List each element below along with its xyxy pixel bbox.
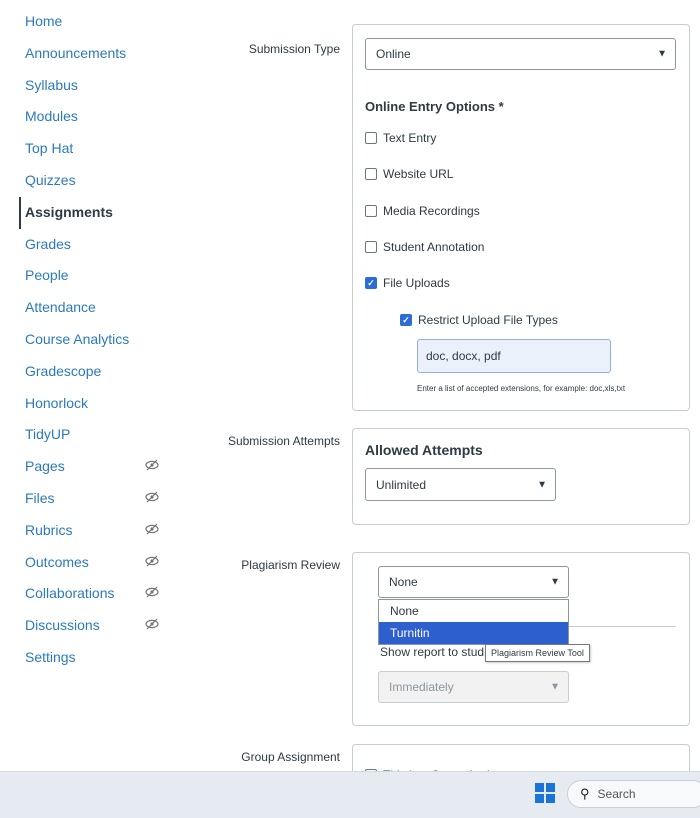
search-icon: ⚲ (580, 786, 590, 801)
windows-start-icon[interactable] (535, 783, 555, 803)
plagiarism-review-label: Plagiarism Review (241, 558, 340, 572)
plagiarism-review-select[interactable] (378, 566, 569, 598)
checkbox-icon: ✓ (365, 277, 377, 289)
sidebar-item-rubrics[interactable]: Rubrics (25, 522, 73, 538)
sidebar-item-files[interactable]: Files (25, 490, 55, 506)
sidebar-item-syllabus[interactable]: Syllabus (25, 77, 78, 93)
entry-option-student-annotation[interactable] (365, 240, 484, 254)
sidebar-item-modules[interactable]: Modules (25, 108, 78, 124)
checkbox-icon (365, 241, 377, 253)
plagiarism-option-none[interactable]: None (390, 604, 419, 618)
entry-option-label: File Uploads (383, 276, 450, 290)
chevron-down-icon: ▼ (657, 48, 667, 60)
submission-type-label: Submission Type (248, 42, 340, 56)
taskbar-search-placeholder: Search (597, 787, 636, 801)
chevron-down-icon: ▼ (537, 479, 547, 490)
divider (569, 626, 676, 627)
sidebar-item-gradescope[interactable]: Gradescope (25, 363, 102, 379)
plagiarism-tooltip: Plagiarism Review Tool (485, 644, 590, 662)
submission-type-value: Online (376, 47, 411, 61)
entry-option-text-entry[interactable] (365, 131, 436, 145)
checkbox-icon (365, 132, 377, 144)
eye-slash-icon (145, 459, 159, 474)
chevron-down-icon: ▼ (550, 681, 560, 693)
taskbar-search[interactable] (567, 780, 700, 808)
restrict-upload-checkbox[interactable] (400, 313, 558, 327)
sidebar-item-grades[interactable]: Grades (25, 236, 71, 252)
show-report-value: Immediately (389, 680, 454, 694)
plagiarism-dropdown-list (378, 599, 569, 645)
submission-type-select[interactable] (365, 38, 676, 70)
checkbox-icon (365, 205, 377, 217)
sidebar-item-attendance[interactable]: Attendance (25, 299, 96, 315)
eye-slash-icon (145, 555, 159, 570)
group-assignment-label: Group Assignment (241, 750, 340, 764)
checkbox-icon: ✓ (400, 314, 412, 326)
eye-slash-icon (145, 586, 159, 601)
sidebar-item-settings[interactable]: Settings (25, 649, 76, 665)
sidebar-item-tidyup[interactable]: TidyUP (25, 426, 71, 442)
chevron-down-icon: ▼ (550, 576, 560, 588)
eye-slash-icon (145, 491, 159, 506)
sidebar-item-outcomes[interactable]: Outcomes (25, 554, 89, 570)
sidebar-item-honorlock[interactable]: Honorlock (25, 395, 89, 411)
sidebar-item-assignments[interactable]: Assignments (25, 204, 113, 220)
restrict-upload-label: Restrict Upload File Types (418, 313, 558, 327)
sidebar-item-home[interactable]: Home (25, 13, 63, 29)
sidebar-item-course-analytics[interactable]: Course Analytics (25, 331, 130, 347)
show-report-select[interactable] (378, 671, 569, 703)
entry-option-label: Website URL (383, 167, 454, 181)
sidebar-item-people[interactable]: People (25, 267, 69, 283)
entry-option-file-uploads[interactable] (365, 276, 450, 290)
entry-option-label: Text Entry (383, 131, 437, 145)
eye-slash-icon (145, 618, 159, 633)
allowed-attempts-select[interactable] (365, 468, 556, 501)
sidebar-item-discussions[interactable]: Discussions (25, 617, 100, 633)
show-report-label (380, 645, 484, 659)
sidebar-item-top-hat[interactable]: Top Hat (25, 140, 74, 156)
plagiarism-review-value: None (389, 575, 418, 589)
show-report-text: Show report to stud (380, 645, 485, 659)
sidebar-item-collaborations[interactable]: Collaborations (25, 585, 115, 601)
online-entry-heading: Online Entry Options * (365, 99, 504, 114)
allowed-attempts-heading: Allowed Attempts (365, 442, 483, 458)
sidebar-item-pages[interactable]: Pages (25, 458, 65, 474)
entry-option-label: Media Recordings (383, 204, 480, 218)
entry-option-label: Student Annotation (383, 240, 485, 254)
entry-option-media-recordings[interactable] (365, 204, 480, 218)
allowed-attempts-value: Unlimited (376, 477, 427, 492)
sidebar-item-quizzes[interactable]: Quizzes (25, 172, 76, 188)
extensions-hint: Enter a list of accepted extensions, for example: doc,xls,txt (417, 384, 626, 393)
entry-option-website-url[interactable] (365, 167, 453, 181)
checkbox-icon (365, 168, 377, 180)
eye-slash-icon (145, 523, 159, 538)
extensions-input[interactable]: doc, docx, pdf (417, 339, 611, 373)
plagiarism-option-turnitin[interactable]: Turnitin (379, 622, 568, 644)
sidebar-item-announcements[interactable]: Announcements (25, 45, 127, 61)
active-indicator (19, 197, 21, 229)
submission-attempts-label: Submission Attempts (227, 434, 340, 448)
